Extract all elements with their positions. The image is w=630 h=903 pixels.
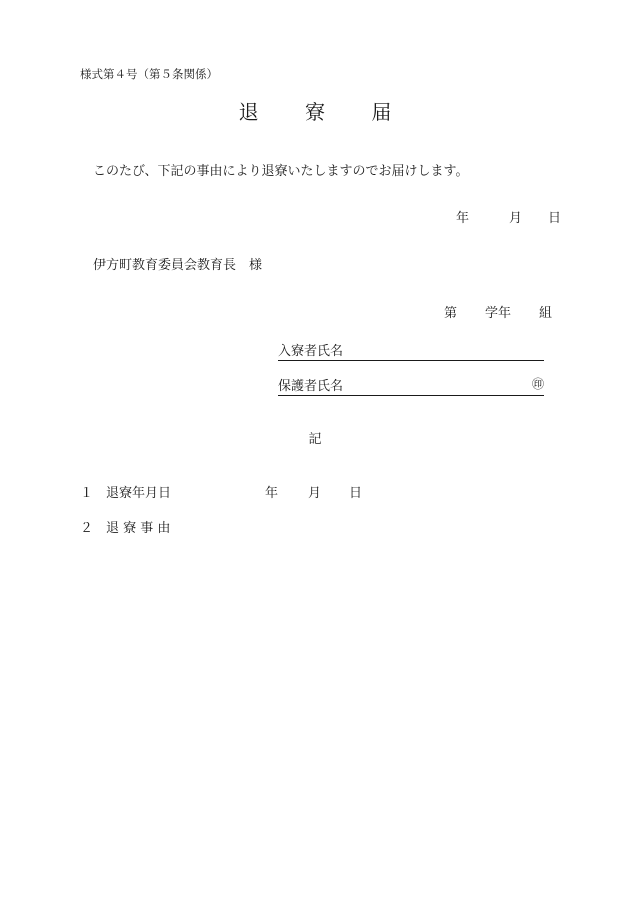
grade-label: 学年 <box>485 306 512 321</box>
year-label: 年 <box>265 486 279 501</box>
item-number: １ <box>80 486 94 501</box>
month-label: 月 <box>509 211 523 226</box>
item-label: 退 寮 事 由 <box>106 521 171 536</box>
day-label: 日 <box>349 486 363 501</box>
guardian-name-field[interactable] <box>278 375 544 396</box>
year-label: 年 <box>456 211 470 226</box>
submission-date <box>456 207 561 226</box>
class-label: 組 <box>539 306 553 321</box>
grade-prefix: 第 <box>444 306 458 321</box>
intro-text: このたび、下記の事由により退寮いたしますのでお届けします。 <box>93 164 469 179</box>
enter-student-name-field[interactable] <box>278 340 544 361</box>
ki-heading: 記 <box>308 432 322 447</box>
title-char: 寮 <box>305 100 325 124</box>
enter-student-label: 入寮者氏名 <box>278 344 344 359</box>
document-title <box>0 96 630 125</box>
item-label: 退寮年月日 <box>106 486 172 501</box>
title-char: 届 <box>371 100 392 124</box>
item-number: ２ <box>80 521 94 536</box>
list-item <box>80 517 170 536</box>
guardian-label: 保護者氏名 <box>278 379 344 394</box>
class-info <box>444 302 552 321</box>
month-label: 月 <box>308 486 322 501</box>
form-number: 様式第４号（第５条関係） <box>80 67 218 81</box>
day-label: 日 <box>548 211 562 226</box>
withdrawal-date <box>265 482 362 501</box>
list-item <box>80 482 171 501</box>
addressee: 伊方町教育委員会教育長 様 <box>93 258 263 273</box>
seal-icon: ㊞ <box>531 377 544 391</box>
title-char: 退 <box>238 100 259 124</box>
